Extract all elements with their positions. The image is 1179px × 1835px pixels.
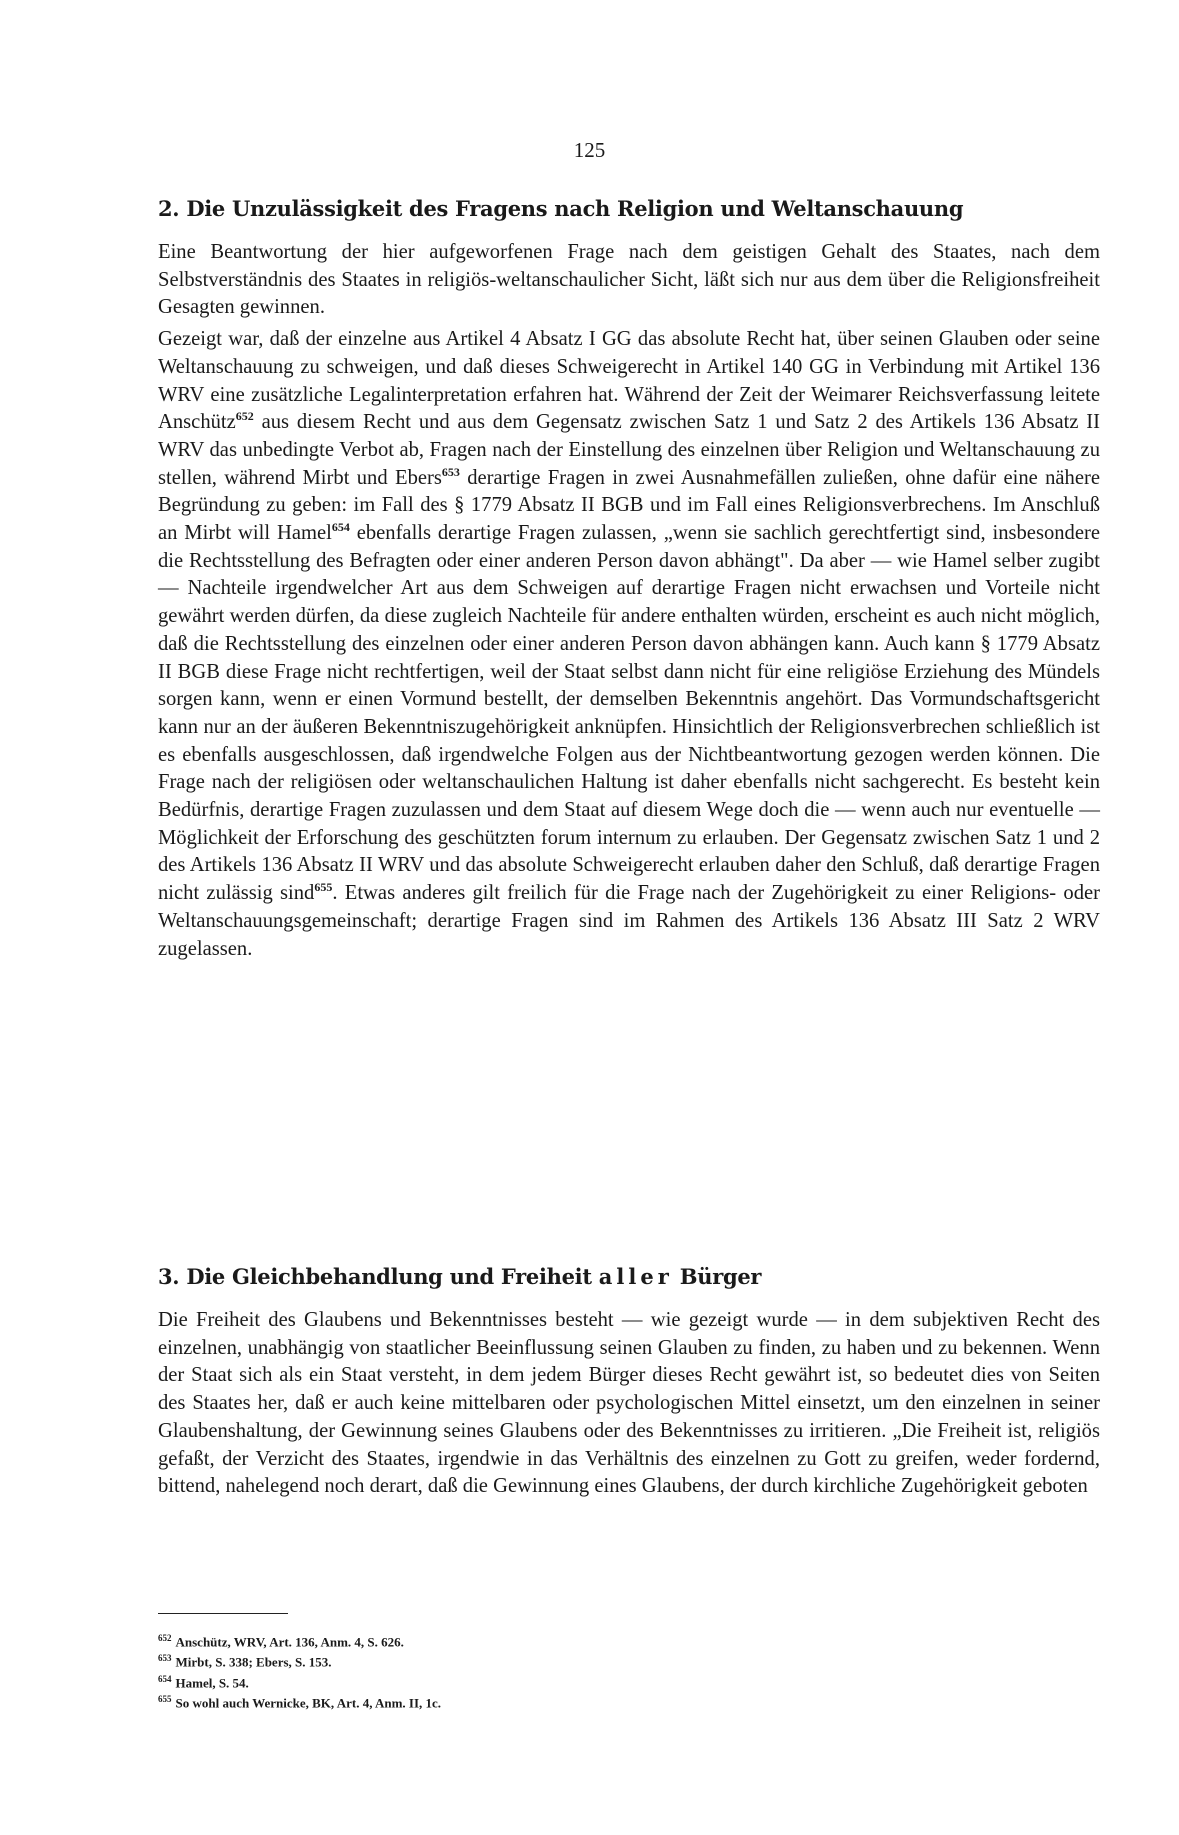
footnote-655	[158, 1691, 858, 1711]
text-run: derartige Fragen in zwei Ausnahmefällen zuließen, ohne dafür eine nähere Begründung zu geben: im Fall des § 1779 Absatz II BGB und im Fall eines Religionsverbrechens. Im Anschluß an Mirbt will Hamel	[158, 466, 1100, 545]
footnote-number: 652	[158, 1633, 172, 1643]
section-3-heading	[158, 1264, 1100, 1289]
footnote-ref-652[interactable]: 652	[235, 409, 254, 424]
footnote-number: 654	[158, 1673, 172, 1684]
heading-text: 3. Die Gleichbehandlung und Freiheit	[158, 1264, 599, 1289]
footnote-text: Mirbt, S. 338; Ebers, S. 153.	[175, 1654, 332, 1670]
text-run: ebenfalls derartige Fragen zulassen, „wenn sie sachlich gerechtfertigt sind, insbesondere die Rechtsstellung des Befragten oder einer anderen Person davon abhängt". Da aber — wie Hamel selber zugibt — Nachteile irgendwelcher Art aus dem Schweigen auf derartige Fragen nicht erwachsen und Vorteile nicht gewährt werden dürfen, da diese zugleich Nachteile für andere enthalten würden, erscheint es auch nicht möglich, daß die Rechtsstellung des einzelnen oder einer anderen Person davon abhängen kann. Auch kann § 1779 Absatz II BGB diese Frage nicht rechtfertigen, weil der Staat selbst dann nicht für eine religiöse Erziehung des Mündels sorgen kann, wenn er einen Vormund bestellt, der demselben Bekenntnis angehört. Das Vormundschaftsgericht kann nur an der äußeren Bekenntniszugehörigkeit anknüpfen. Hinsichtlich der Religionsverbrechen schließlich ist es ebenfalls ausgeschlossen, daß irgendwelche Folgen aus der Nichtbeantwortung gezogen werden können. Die Frage nach der religiösen oder weltanschaulichen Haltung ist daher ebenfalls nicht sachgerecht. Es besteht kein Bedürfnis, derartige Fragen zuzulassen und dem Staat auf diesem Wege doch die — wenn auch nur eventuelle — Möglichkeit der Erforschung des geschützten forum internum zu erlauben. Der Gegensatz zwischen Satz 1 und 2 des Artikels 136 Absatz II WRV und das absolute Schweigerecht erlauben daher den Schluß, daß derartige Fragen nicht zulässig sind	[158, 522, 1100, 905]
footnote-separator	[158, 1613, 288, 1614]
footnote-653	[158, 1650, 858, 1670]
text-run: aus diesem Recht und aus dem Gegensatz zwischen Satz 1 und Satz 2 des Artikels 136 Absatz II WRV das unbedingte Verbot ab, Fragen nach der Einstellung des einzelnen über Religion und Weltanschauung zu stellen, während Mirbt und Ebers	[158, 411, 1100, 489]
footnote-text: So wohl auch Wernicke, BK, Art. 4, Anm. II, 1c.	[175, 1695, 442, 1711]
section-2	[158, 196, 1100, 967]
section-3-paragraph-1: Die Freiheit des Glaubens und Bekenntnisses besteht — wie gezeigt wurde — in dem subjektiven Recht des einzelnen, unabhängig von staatlicher Beeinflussung seinen Glauben zu finden, zu haben und zu bekennen. Wenn der Staat sich als ein Staat versteht, in dem jedem Bürger dieses Recht gewährt ist, so bedeutet dies von Seiten des Staates her, daß er auch keine mittelbaren oder psychologischen Mittel einsetzt, um den einzelnen in seiner Glaubenshaltung, der Gewinnung seines Glaubens oder des Bekenntnisses zu irritieren. „Die Freiheit ist, religiös gefaßt, der Verzicht des Staates, irgendwie in das Verhältnis des einzelnen zu Gott zu greifen, weder fordernd, bittend, nahelegend noch derart, daß die Gewinnung eines Glaubens, der durch kirchliche Zugehörigkeit geboten	[158, 1309, 1100, 1498]
section-2-paragraph-1: Eine Beantwortung der hier aufgeworfenen Frage nach dem geistigen Gehalt des Staates, nach dem Selbstverständnis des Staates in religiös-weltanschaulicher Sicht, läßt sich nur aus dem über die Religionsfreiheit Gesagten gewinnen.	[158, 241, 1100, 319]
section-3	[158, 1264, 1100, 1505]
footnote-text: Hamel, S. 54.	[175, 1674, 249, 1690]
footnote-ref-654[interactable]: 654	[331, 520, 350, 535]
section-2-heading: 2. Die Unzulässigkeit des Fragens nach Religion und Weltanschauung	[158, 196, 964, 221]
footnote-ref-653[interactable]: 653	[441, 464, 460, 479]
section-2-paragraph-2	[158, 326, 1100, 963]
footnote-654	[158, 1671, 858, 1691]
heading-text: Bürger	[672, 1264, 762, 1289]
footnote-number: 655	[158, 1693, 172, 1704]
page-number: 125	[573, 138, 606, 162]
text-run: . Etwas anderes gilt freilich für die Frage nach der Zugehörigkeit zu einer Religions- oder Weltanschauungsgemeinschaft; derartige Fragen sind im Rahmen des Artikels 136 Absatz III Satz 2 WRV zugelassen.	[158, 882, 1101, 960]
footnote-text: Anschütz, WRV, Art. 136, Anm. 4, S. 626.	[175, 1634, 404, 1650]
footnotes	[158, 1630, 858, 1711]
heading-emphasis: aller	[598, 1264, 673, 1289]
footnote-ref-655[interactable]: 655	[314, 880, 333, 895]
text-run: Gezeigt war, daß der einzelne aus Artikel 4 Absatz I GG das absolute Recht hat, über seinen Glauben oder seine Weltanschauung zu schweigen, und daß dieses Schweigerecht in Artikel 140 GG in Verbindung mit Artikel 136 WRV eine zusätzliche Legalinterpretation erfahren hat. Während der Zeit der Weimarer Reichsverfassung leitete Anschütz	[158, 328, 1100, 434]
footnote-number: 653	[158, 1653, 172, 1664]
footnote-652	[158, 1630, 858, 1650]
